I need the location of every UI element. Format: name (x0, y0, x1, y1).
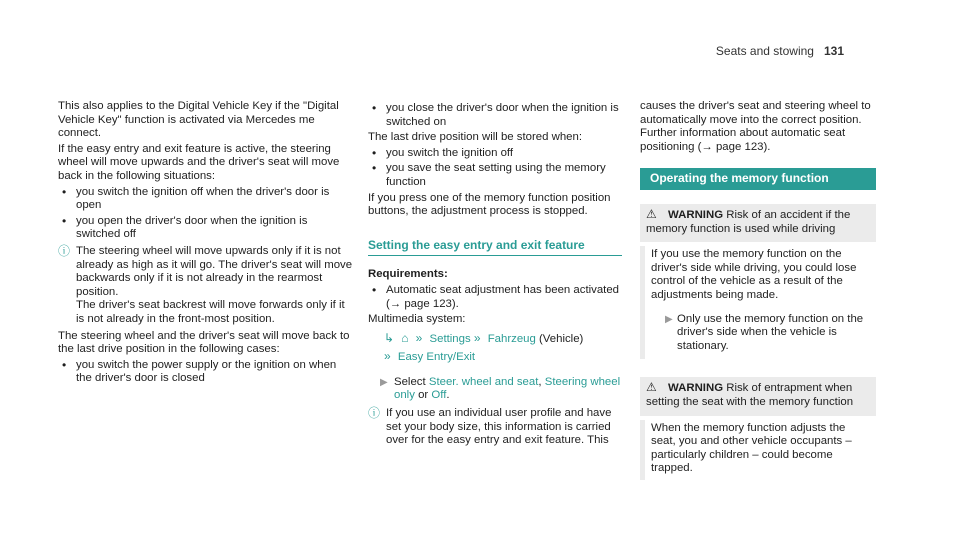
path-fahrzeug: Fahrzeug (487, 332, 536, 345)
requirements-label: Requirements: (368, 268, 448, 281)
page-number: 131 (823, 44, 844, 58)
menu-path (384, 330, 622, 366)
paragraph: This also applies to the Digital Vehicle Key if the "Digital Vehicle Key" function is activated via Mercedes me connect. (58, 100, 339, 140)
note (58, 245, 354, 327)
warning-icon: ⚠ (646, 206, 657, 221)
paragraph: causes the driver's seat and steering wheel to automatically move into the correct position. Further information about automatic seat positioning (→ page 123). (640, 100, 871, 153)
note-text: The driver's seat backrest will move forwards only if it is not already in the front-most position. (76, 299, 345, 325)
warning-body-text: If you use the memory function on the driver's side while driving, you could lose control of the vehicle as a result of the adjustments being made. (651, 248, 857, 301)
warning-text: Risk of an accident if the memory function is used while driving (646, 208, 851, 235)
step-arrow-icon: ▶ (380, 376, 388, 388)
paragraph: The last drive position will be stored when: (368, 131, 582, 144)
path-chevron-icon: » (473, 330, 481, 345)
column-3 (640, 100, 876, 480)
path-chevron-icon: » (384, 348, 391, 363)
option-off: Off (431, 389, 447, 402)
paragraph: If the easy entry and exit feature is active, the steering wheel will move upwards and the driver's seat will move back in the following situations: (58, 142, 340, 182)
home-icon: ⌂ (401, 330, 409, 345)
warning-header (640, 204, 876, 242)
option-steer-wheel-seat: Steer. wheel and seat (428, 375, 539, 388)
section-bar: Operating the memory function (640, 168, 876, 190)
bullet-item: • you save the seat setting using the memory function (368, 162, 622, 189)
bullet-item: • you close the driver's door when the ignition is switched on (368, 102, 622, 129)
info-icon: ⓘ (368, 405, 381, 420)
path-vehicle: (Vehicle) (539, 332, 584, 345)
warning-body-text: When the memory function adjusts the seat, you and other vehicle occupants – particularly children – could become trapped. (651, 421, 852, 475)
paragraph: If you press one of the memory function position buttons, the adjustment process is stopped. (368, 191, 611, 218)
path-chevron-icon: » (415, 330, 423, 345)
path-easy-entry: Easy Entry/Exit (397, 350, 476, 363)
warning-icon: ⚠ (646, 380, 657, 395)
page-header (716, 44, 844, 58)
step-text: Only use the memory function on the driver's side when the vehicle is stationary. (677, 312, 864, 352)
bullet-item: • you switch the ignition off when the driver's door is open (58, 186, 354, 213)
info-icon: ⓘ (58, 243, 71, 258)
bullet-item: • you open the driver's door when the ignition is switched off (58, 215, 354, 242)
requirement-item: • Automatic seat adjustment has been activated (→ page 123). (368, 284, 622, 311)
instruction-step (651, 313, 870, 354)
warning-header (640, 377, 876, 415)
warning-label: WARNING (668, 208, 724, 221)
section-heading: Setting the easy entry and exit feature (368, 239, 622, 257)
warning-body (640, 246, 876, 359)
step-arrow-icon: ▶ (665, 313, 673, 325)
path-arrow-icon: ↳ (384, 330, 395, 345)
paragraph: Multimedia system: (368, 313, 466, 326)
warning-label: WARNING (668, 382, 724, 395)
paragraph: The steering wheel and the driver's seat will move back to the last drive position in the following cases: (58, 329, 350, 356)
warning-text: Risk of entrapment when setting the seat with the memory function (646, 382, 854, 408)
path-settings: Settings (429, 332, 471, 345)
column-2 (368, 100, 622, 451)
option-steering-wheel-only: Steering wheel only (394, 375, 621, 402)
warning-body (640, 420, 876, 480)
bullet-item: • you switch the ignition off (368, 147, 622, 161)
note-text: If you use an individual user profile and have set your body size, this information is carried over for the easy entry and exit feature. This (386, 406, 612, 447)
note (368, 407, 622, 448)
bullet-item: • you switch the power supply or the ignition on when the driver's door is closed (58, 359, 354, 386)
or-text: or (418, 389, 429, 402)
step-label: Select (394, 375, 426, 388)
section-title: Seats and stowing (715, 44, 814, 58)
instruction-step: ▶ Select Steer. wheel and seat, Steering wheel only or Off. (380, 375, 621, 402)
column-1 (58, 100, 354, 388)
note-text: The steering wheel will move upwards only if it is not already as high as it will go. The driver's seat will move backwards only if it is not already in the rearmost position. (76, 244, 353, 298)
